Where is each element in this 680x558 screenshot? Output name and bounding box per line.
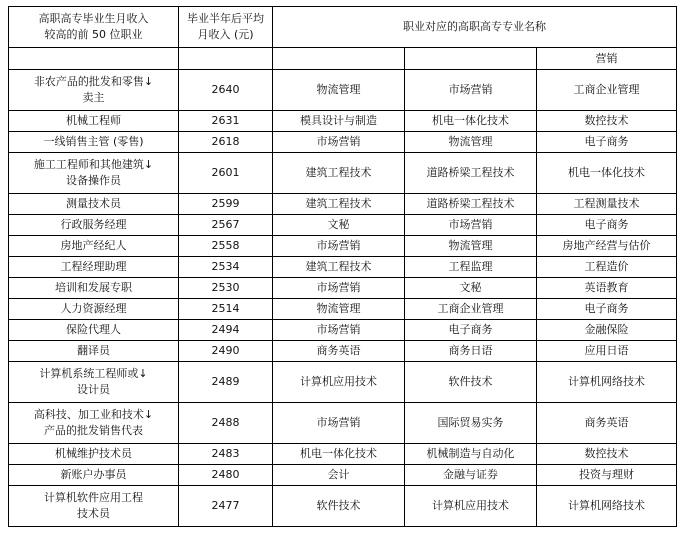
table-row <box>9 132 677 153</box>
major-3-cell: 电子商务 <box>537 215 677 236</box>
major-1-cell: 市场营销 <box>273 320 405 341</box>
occupation-line: 新账户办事员 <box>60 468 127 481</box>
table-row <box>9 153 677 194</box>
income-cell: 2477 <box>179 486 273 527</box>
major-2-cell: 道路桥梁工程技术 <box>405 153 537 194</box>
income-cell: 2494 <box>179 320 273 341</box>
occupation-cell <box>9 465 179 486</box>
table-row <box>9 444 677 465</box>
occupation-cell <box>9 111 179 132</box>
major-2-cell: 软件技术 <box>405 362 537 403</box>
major-3-cell: 投资与理财 <box>537 465 677 486</box>
income-cell: 2489 <box>179 362 273 403</box>
major-3-cell: 数控技术 <box>537 444 677 465</box>
major-2-cell: 电子商务 <box>405 320 537 341</box>
table-row <box>9 465 677 486</box>
table-row <box>9 278 677 299</box>
table-row <box>9 111 677 132</box>
occupation-line: 一线销售主管 (零售) <box>43 135 144 148</box>
income-cell: 2567 <box>179 215 273 236</box>
income-cell: 2480 <box>179 465 273 486</box>
occupation-cell <box>9 153 179 194</box>
major-1-cell: 建筑工程技术 <box>273 194 405 215</box>
major-3-cell: 机电一体化技术 <box>537 153 677 194</box>
major-1-cell: 软件技术 <box>273 486 405 527</box>
occupation-line: 设计员 <box>77 383 110 396</box>
major-2-cell: 机电一体化技术 <box>405 111 537 132</box>
table-row <box>9 194 677 215</box>
major-3-cell: 商务英语 <box>537 403 677 444</box>
occupation-line: 培训和发展专职 <box>55 281 132 294</box>
major-2-cell: 国际贸易实务 <box>405 403 537 444</box>
occupation-line: 技术员 <box>77 507 110 520</box>
occupation-line: 高科技、加工业和技术↓ <box>33 408 154 421</box>
header-occupation <box>9 7 179 48</box>
major-3-cell: 计算机网络技术 <box>537 362 677 403</box>
table-row <box>9 486 677 527</box>
major-1-cell: 物流管理 <box>273 70 405 111</box>
income-cell: 2601 <box>179 153 273 194</box>
table-row <box>9 257 677 278</box>
income-cell: 2534 <box>179 257 273 278</box>
occupation-cell <box>9 70 179 111</box>
major-3-cell: 金融保险 <box>537 320 677 341</box>
occupation-line: 机械维护技术员 <box>55 447 132 460</box>
occupation-line: 人力资源经理 <box>60 302 127 315</box>
income-cell: 2490 <box>179 341 273 362</box>
major-3-cell: 计算机网络技术 <box>537 486 677 527</box>
major-2-cell: 文秘 <box>405 278 537 299</box>
occupation-cell <box>9 444 179 465</box>
income-cell: 2558 <box>179 236 273 257</box>
header-income-line2: 月收入 (元) <box>197 28 254 41</box>
occupation-cell <box>9 320 179 341</box>
major-3-cell: 电子商务 <box>537 299 677 320</box>
subheader-marketing: 营销 <box>537 48 677 70</box>
major-1-cell: 机电一体化技术 <box>273 444 405 465</box>
occupation-cell <box>9 299 179 320</box>
table-row <box>9 236 677 257</box>
header-occupation-line2: 较高的前 50 位职业 <box>44 28 143 41</box>
major-3-cell: 房地产经营与估价 <box>537 236 677 257</box>
major-1-cell: 会计 <box>273 465 405 486</box>
major-3-cell: 工程测量技术 <box>537 194 677 215</box>
occupation-cell <box>9 403 179 444</box>
occupation-line: 房地产经纪人 <box>60 239 127 252</box>
header-income-line1: 毕业半年后平均 <box>187 12 264 25</box>
header-majors: 职业对应的高职高专专业名称 <box>273 7 677 48</box>
income-cell: 2599 <box>179 194 273 215</box>
major-1-cell: 市场营销 <box>273 132 405 153</box>
major-1-cell: 市场营销 <box>273 403 405 444</box>
occupation-cell <box>9 132 179 153</box>
table-row <box>9 70 677 111</box>
occupation-line: 测量技术员 <box>66 197 121 210</box>
major-2-cell: 工程监理 <box>405 257 537 278</box>
major-2-cell: 市场营销 <box>405 70 537 111</box>
table-row <box>9 362 677 403</box>
occupation-cell <box>9 236 179 257</box>
header-income <box>179 7 273 48</box>
major-3-cell: 应用日语 <box>537 341 677 362</box>
major-1-cell: 市场营销 <box>273 278 405 299</box>
table-row <box>9 320 677 341</box>
major-2-cell: 计算机应用技术 <box>405 486 537 527</box>
income-cell: 2488 <box>179 403 273 444</box>
income-cell: 2618 <box>179 132 273 153</box>
major-1-cell: 文秘 <box>273 215 405 236</box>
occupation-line: 非农产品的批发和零售↓ <box>33 75 154 88</box>
income-cell: 2514 <box>179 299 273 320</box>
income-cell: 2530 <box>179 278 273 299</box>
subheader-blank-4 <box>405 48 537 70</box>
occupation-cell <box>9 362 179 403</box>
occupation-line: 机械工程师 <box>66 114 121 127</box>
occupation-line: 产品的批发销售代表 <box>44 424 143 437</box>
occupation-line: 工程经理助理 <box>60 260 127 273</box>
occupation-cell <box>9 278 179 299</box>
occupation-cell <box>9 486 179 527</box>
major-2-cell: 金融与证券 <box>405 465 537 486</box>
occupation-line: 翻译员 <box>77 344 110 357</box>
occupation-cell <box>9 257 179 278</box>
occupation-cell <box>9 215 179 236</box>
subheader-blank-3 <box>273 48 405 70</box>
subheader-blank-2 <box>179 48 273 70</box>
major-1-cell: 物流管理 <box>273 299 405 320</box>
occupation-cell <box>9 194 179 215</box>
major-2-cell: 机械制造与自动化 <box>405 444 537 465</box>
occupation-line: 设备操作员 <box>66 174 121 187</box>
table-row <box>9 403 677 444</box>
occupation-cell <box>9 341 179 362</box>
major-2-cell: 物流管理 <box>405 132 537 153</box>
occupation-line: 计算机系统工程师或↓ <box>39 367 148 380</box>
table-row <box>9 215 677 236</box>
header-occupation-line1: 高职高专毕业生月收入 <box>38 12 149 25</box>
major-2-cell: 物流管理 <box>405 236 537 257</box>
major-1-cell: 模具设计与制造 <box>273 111 405 132</box>
subheader-blank-1 <box>9 48 179 70</box>
major-3-cell: 工程造价 <box>537 257 677 278</box>
income-cell: 2640 <box>179 70 273 111</box>
major-1-cell: 市场营销 <box>273 236 405 257</box>
major-2-cell: 工商企业管理 <box>405 299 537 320</box>
major-2-cell: 市场营销 <box>405 215 537 236</box>
major-2-cell: 商务日语 <box>405 341 537 362</box>
major-1-cell: 建筑工程技术 <box>273 153 405 194</box>
income-cell: 2631 <box>179 111 273 132</box>
table-row <box>9 299 677 320</box>
major-1-cell: 计算机应用技术 <box>273 362 405 403</box>
major-3-cell: 数控技术 <box>537 111 677 132</box>
income-cell: 2483 <box>179 444 273 465</box>
major-3-cell: 英语教育 <box>537 278 677 299</box>
major-3-cell: 电子商务 <box>537 132 677 153</box>
major-1-cell: 建筑工程技术 <box>273 257 405 278</box>
major-3-cell: 工商企业管理 <box>537 70 677 111</box>
major-1-cell: 商务英语 <box>273 341 405 362</box>
occupation-line: 行政服务经理 <box>60 218 127 231</box>
occupation-line: 卖主 <box>82 91 105 104</box>
table-row <box>9 341 677 362</box>
occupation-line: 保险代理人 <box>66 323 121 336</box>
occupation-line: 计算机软件应用工程 <box>44 491 143 504</box>
major-2-cell: 道路桥梁工程技术 <box>405 194 537 215</box>
occupation-line: 施工工程师和其他建筑↓ <box>33 158 154 171</box>
occupation-income-table <box>8 6 677 527</box>
